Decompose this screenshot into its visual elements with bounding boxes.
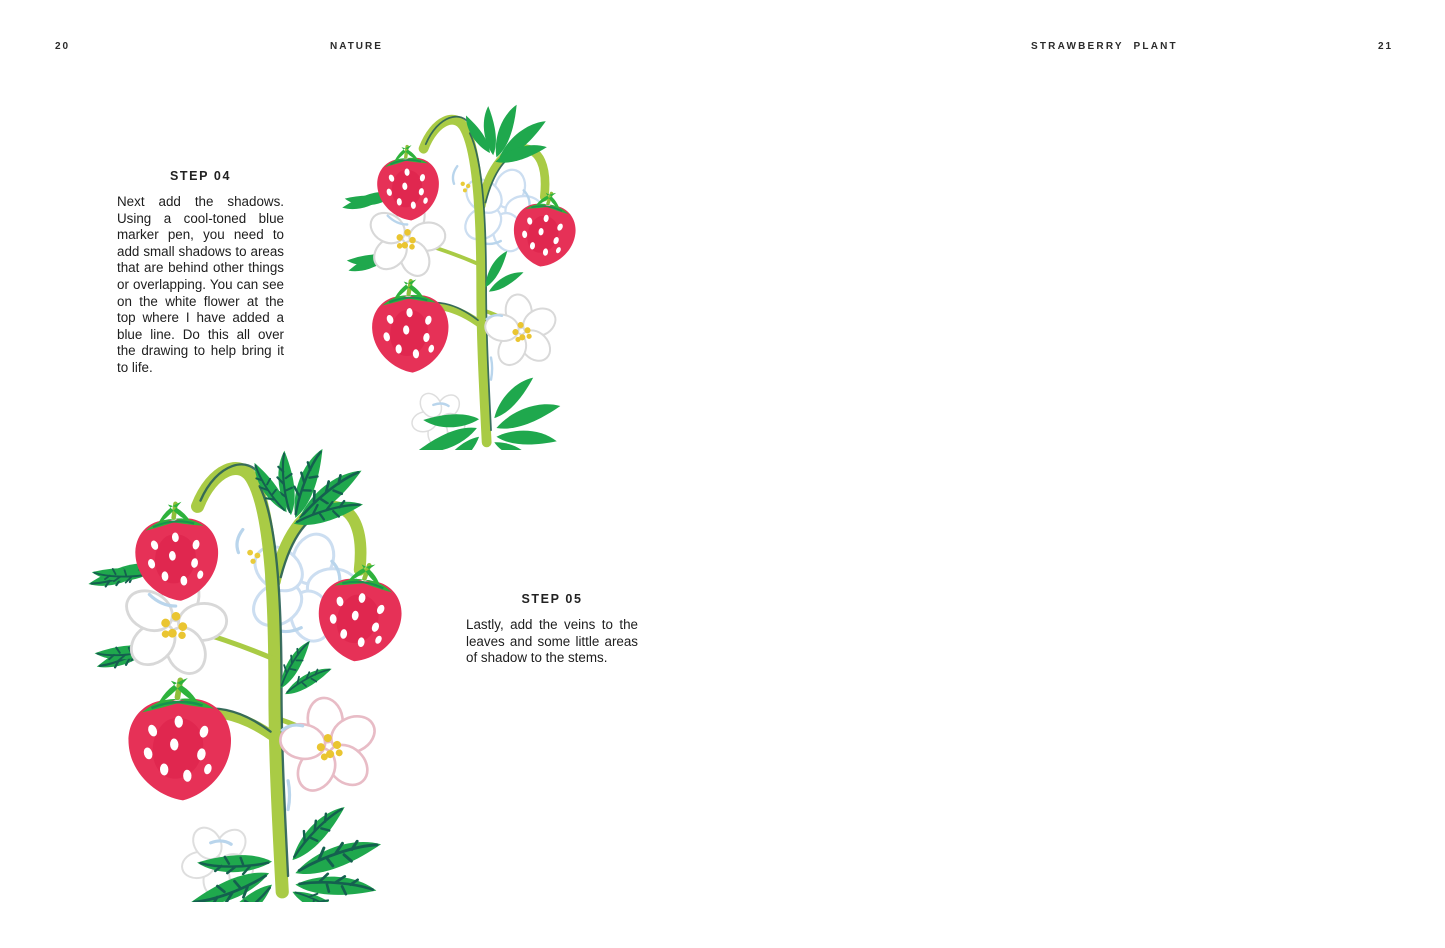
left-page-number: 20 xyxy=(55,41,71,52)
right-page-number: 21 xyxy=(1378,41,1394,52)
step-4-title: STEP 04 xyxy=(170,169,231,183)
step-4-block xyxy=(117,169,284,377)
right-running-head: STRAWBERRY PLANT xyxy=(1031,41,1178,52)
step-5-body: Lastly, add the veins to the leaves and some little areas of shadow to the stems. xyxy=(466,617,638,666)
step-5-title: STEP 05 xyxy=(521,592,583,606)
illustration-step-5-strawberry-plant xyxy=(72,440,437,902)
illustration-step-4-strawberry-plant xyxy=(330,98,602,450)
step-5-block xyxy=(466,592,638,667)
step-4-body: Next add the shadows. Using a cool-toned blue marker pen, you need to add small shadows to areas that are behind other things or overlapping. You can see on the white flower at the top where I have added a blue line. Do this all over the drawing to help bring it to life. xyxy=(117,194,284,375)
left-running-head: NATURE xyxy=(330,41,383,52)
